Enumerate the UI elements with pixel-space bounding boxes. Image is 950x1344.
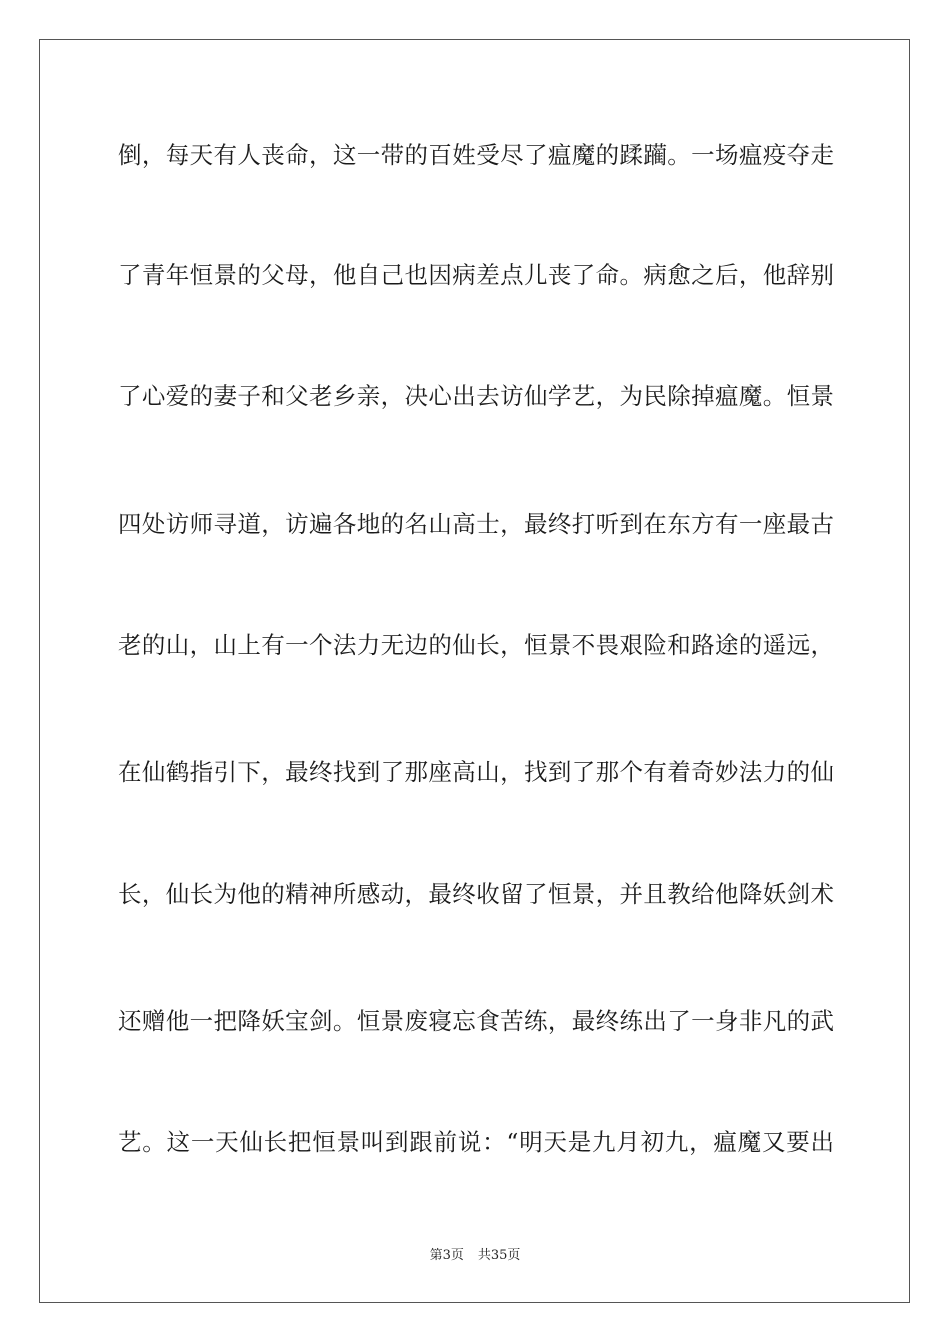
body-text-line-8: 还赠他一把降妖宝剑。恒景废寝忘食苦练，最终练出了一身非凡的武 (118, 1007, 834, 1035)
body-text-line-2: 了青年恒景的父母，他自己也因病差点儿丧了命。病愈之后，他辞别 (118, 261, 834, 289)
page-number: 第3页 (429, 1248, 464, 1263)
body-text-line-4: 四处访师寻道，访遍各地的名山高士，最终打听到在东方有一座最古 (118, 510, 834, 538)
page-total: 共35页 (477, 1248, 521, 1263)
body-text-line-9: 艺。这一天仙长把恒景叫到跟前说：“明天是九月初九，瘟魔又要出 (118, 1128, 834, 1156)
body-text-line-1: 倒，每天有人丧命，这一带的百姓受尽了瘟魔的蹂躏。一场瘟疫夺走 (118, 141, 834, 169)
page-frame (39, 39, 910, 1303)
body-text-line-3: 了心爱的妻子和父老乡亲，决心出去访仙学艺，为民除掉瘟魔。恒景 (118, 382, 834, 410)
body-text-line-6: 在仙鹤指引下，最终找到了那座高山，找到了那个有着奇妙法力的仙 (118, 758, 834, 786)
body-text-line-7: 长，仙长为他的精神所感动，最终收留了恒景，并且教给他降妖剑术 (118, 880, 834, 908)
body-text-line-5: 老的山，山上有一个法力无边的仙长，恒景不畏艰险和路途的遥远， (118, 631, 834, 659)
page-footer (0, 1247, 950, 1265)
